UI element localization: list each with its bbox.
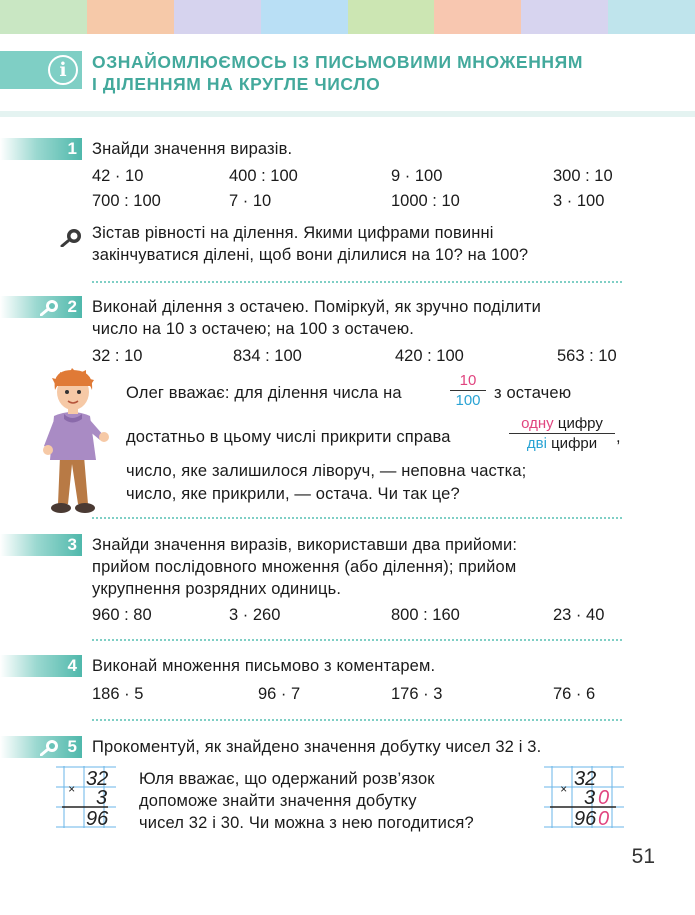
fraction-10-100 bbox=[450, 371, 486, 410]
expression: 176 · 3 bbox=[391, 685, 443, 703]
task-1-number-tab bbox=[0, 138, 82, 160]
fraction-words bbox=[509, 414, 615, 453]
page-number: 51 bbox=[631, 845, 655, 868]
task-2-prompt bbox=[92, 296, 632, 340]
color-stripe bbox=[261, 0, 348, 34]
separator bbox=[92, 719, 622, 721]
task-2-row bbox=[92, 345, 632, 367]
task-5-prompt: Прокоментуй, як знайдено значення добутку чисел 32 і 3. bbox=[92, 738, 542, 756]
fraction-numerator bbox=[509, 414, 615, 433]
magnifier-icon bbox=[60, 227, 84, 247]
task-1-extra-line2: закінчуватися ділені, щоб вони ділилися на 10? на 100? bbox=[92, 246, 529, 264]
expression: 32 : 10 bbox=[92, 347, 143, 365]
task-3-prompt bbox=[92, 534, 632, 600]
oleg-text-e: число, яке прикрили, — остача. Чи так це? bbox=[126, 485, 460, 503]
task-1-number: 1 bbox=[67, 139, 77, 158]
topic-title-line2: І ДІЛЕННЯМ НА КРУГЛЕ ЧИСЛО bbox=[92, 74, 381, 94]
task-5-number: 5 bbox=[67, 737, 77, 756]
task-4-prompt: Виконай множення письмово з коментарем. bbox=[92, 657, 436, 675]
task-2-number-tab bbox=[0, 296, 82, 318]
oleg-text-b: з остачею bbox=[494, 384, 572, 402]
oleg-text-c: достатньо в цьому числі прикрити справа bbox=[126, 428, 451, 446]
magnifier-icon bbox=[40, 739, 60, 756]
task-1-prompt: Знайди значення виразів. bbox=[92, 140, 293, 158]
calc-mid: 3 bbox=[96, 787, 108, 809]
topic-heading bbox=[0, 47, 695, 111]
expression: 1000 : 10 bbox=[391, 192, 460, 210]
topic-title-line1: ОЗНАЙОМЛЮЄМОСЬ ІЗ ПИСЬМОВИМИ МНОЖЕННЯМ bbox=[92, 52, 584, 72]
expression: 186 · 5 bbox=[92, 685, 144, 703]
yulia-line2: допоможе знайти значення добутку bbox=[139, 792, 417, 810]
expression: 420 : 100 bbox=[395, 347, 464, 365]
expression: 3 · 260 bbox=[229, 606, 281, 624]
yulia-line1: Юля вважає, що одержаний розв’язок bbox=[139, 770, 435, 788]
separator bbox=[92, 281, 622, 283]
task-1-row-1 bbox=[92, 165, 632, 187]
multiplication-grid-right bbox=[544, 766, 624, 828]
oleg-text-a: Олег вважає: для ділення числа на bbox=[126, 384, 402, 402]
task-3-line1: Знайди значення виразів, використавши два прийоми: bbox=[92, 536, 518, 554]
word-odnu: одну bbox=[521, 415, 554, 432]
times-sign: × bbox=[68, 782, 76, 796]
calc-top: 32 bbox=[86, 768, 109, 790]
expression: 7 · 10 bbox=[229, 192, 272, 210]
calc-result-zero: 0 bbox=[598, 808, 610, 828]
calc-result: 96 bbox=[86, 808, 109, 828]
color-stripe bbox=[0, 0, 87, 34]
task-1-row-2 bbox=[92, 190, 632, 212]
yulia-text bbox=[139, 768, 539, 834]
fraction-denominator bbox=[509, 434, 615, 453]
task-3-number-tab bbox=[0, 534, 82, 556]
word-dvi: дві bbox=[526, 435, 547, 452]
calc-mid: 3 bbox=[584, 787, 596, 809]
word-tsyfru: цифру bbox=[557, 415, 603, 432]
task-3-number: 3 bbox=[67, 535, 77, 554]
task-3-line2: прийом послідовного множення (або ділення); прийом bbox=[92, 558, 517, 576]
magnifier-icon bbox=[40, 299, 60, 316]
calc-mid-zero: 0 bbox=[598, 787, 610, 809]
separator bbox=[92, 639, 622, 641]
expression: 9 · 100 bbox=[391, 167, 443, 185]
boy-illustration bbox=[38, 364, 118, 516]
task-4-row bbox=[92, 683, 632, 705]
word-tsyfry: цифри bbox=[551, 435, 598, 452]
multiplication-grid-left bbox=[56, 766, 116, 828]
expression: 300 : 10 bbox=[553, 167, 613, 185]
task-2-number: 2 bbox=[67, 297, 77, 316]
expression: 42 · 10 bbox=[92, 167, 144, 185]
task-3-row bbox=[92, 604, 632, 626]
expression: 834 : 100 bbox=[233, 347, 302, 365]
expression: 76 · 6 bbox=[553, 685, 596, 703]
expression: 3 · 100 bbox=[553, 192, 605, 210]
expression: 23 · 40 bbox=[553, 606, 605, 624]
expression: 700 : 100 bbox=[92, 192, 161, 210]
calc-result: 96 bbox=[574, 808, 597, 828]
header-color-stripes bbox=[0, 0, 695, 34]
expression: 400 : 100 bbox=[229, 167, 298, 185]
color-stripe bbox=[608, 0, 695, 34]
expression: 800 : 160 bbox=[391, 606, 460, 624]
task-2-line1: Виконай ділення з остачею. Поміркуй, як зручно поділити bbox=[92, 298, 541, 316]
color-stripe bbox=[348, 0, 435, 34]
expression: 960 : 80 bbox=[92, 606, 152, 624]
color-stripe bbox=[87, 0, 174, 34]
separator bbox=[92, 517, 622, 519]
calc-top: 32 bbox=[574, 768, 597, 790]
fraction-denominator: 100 bbox=[455, 392, 481, 409]
task-1-extra-question bbox=[92, 222, 632, 266]
topic-title bbox=[92, 51, 652, 95]
task-3-line3: укрупнення розрядних одиниць. bbox=[92, 580, 342, 598]
fraction-numerator: 10 bbox=[459, 372, 477, 389]
task-5-number-tab bbox=[0, 736, 82, 758]
expression: 563 : 10 bbox=[557, 347, 617, 365]
topic-underline bbox=[0, 111, 695, 117]
task-2-line2: число на 10 з остачею; на 100 з остачею. bbox=[92, 320, 415, 338]
color-stripe bbox=[521, 0, 608, 34]
times-sign: × bbox=[560, 782, 568, 796]
oleg-text-d: число, яке залишилося ліворуч, — неповна частка; bbox=[126, 462, 527, 480]
expression: 96 · 7 bbox=[258, 685, 301, 703]
yulia-line3: чисел 32 і 30. Чи можна з нею погодитися? bbox=[139, 814, 474, 832]
task-4-number-tab bbox=[0, 655, 82, 677]
info-icon: i bbox=[48, 55, 78, 85]
task-4-number: 4 bbox=[67, 656, 77, 675]
task-1-extra-line1: Зістав рівності на ділення. Якими цифрами повинні bbox=[92, 224, 494, 242]
color-stripe bbox=[174, 0, 261, 34]
color-stripe bbox=[434, 0, 521, 34]
comma: , bbox=[616, 428, 621, 446]
